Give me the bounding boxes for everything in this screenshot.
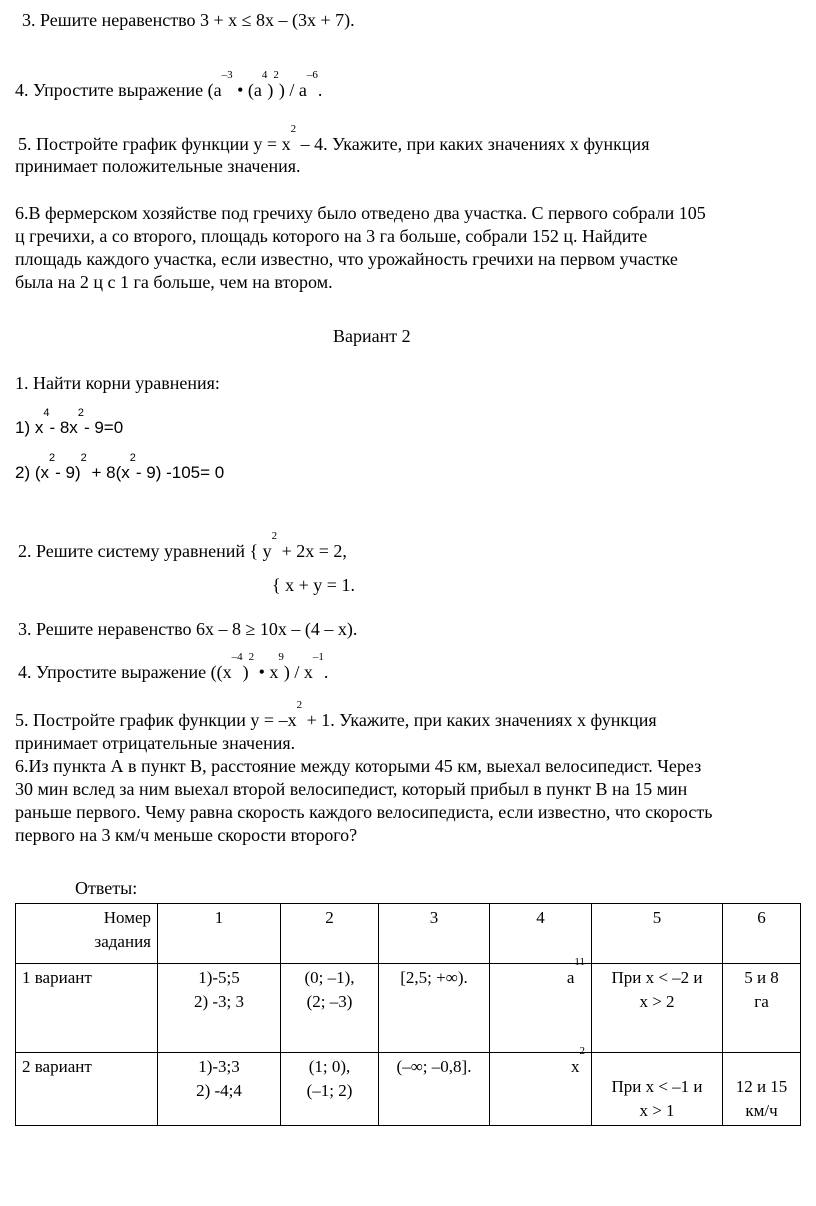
cell (592, 964, 723, 1053)
cell (490, 1045, 592, 1126)
text: ) / x (283, 662, 313, 682)
text: ) (242, 662, 249, 682)
text: При x < –2 и (611, 968, 703, 987)
answers-table (15, 903, 801, 1126)
text: 12 и 15 (735, 1077, 788, 1096)
text: ) / a (278, 80, 307, 100)
v2-task-1: 1. Найти корни уравнения: (15, 373, 220, 393)
table-header-row (16, 904, 801, 964)
v2-task-6-line3: раньше первого. Чему равна скорость каждого велосипедиста, если известно, что скорость (15, 802, 713, 822)
text: 5. Постройте график функции y = –x (15, 710, 297, 730)
text: 1) x (15, 418, 44, 437)
v2-task-6-line1: 6.Из пункта А в пункт В, расстояние между которыми 45 км, выехал велосипедист. Через (15, 756, 702, 776)
cell (281, 1053, 379, 1126)
v2-task-2-line2: { x + y = 1. (272, 575, 355, 595)
exponent: –3 (221, 69, 233, 81)
v2-task-1-eq1 (15, 407, 124, 439)
text: 1)-3;3 (198, 1057, 240, 1076)
exponent: 2 (80, 452, 87, 464)
table-row (16, 1053, 801, 1126)
text: ) (267, 80, 274, 100)
text: . (317, 80, 323, 100)
text: + 1. Укажите, при каких значениях x функция (302, 710, 657, 730)
exponent: 2 (77, 407, 84, 419)
cell (592, 1053, 723, 1126)
v1-task-6-line1: 6.В фермерском хозяйстве под гречиху было отведено два участка. С первого собрали 105 (15, 203, 706, 223)
text: 5 и 8 (744, 968, 779, 987)
text: . (323, 662, 329, 682)
text: Номер (103, 908, 151, 927)
v1-task-5-line2: принимает положительные значения. (15, 156, 301, 176)
text: (0; –1), (304, 968, 355, 987)
text: • (a (232, 80, 262, 100)
v2-task-6-line4: первого на 3 км/ч меньше скорости второго? (15, 825, 358, 845)
exponent: 4 (261, 69, 268, 81)
text: 4. Упростите выражение ((x (18, 662, 232, 682)
row-label: 1 вариант (16, 964, 158, 1053)
header-cell: 5 (592, 904, 723, 964)
cell: [2,5; +∞). (379, 964, 490, 1053)
v2-task-2 (18, 530, 347, 562)
text: 1)-5;5 (198, 968, 240, 987)
variant-2-heading: Вариант 2 (333, 326, 411, 346)
text: задания (94, 932, 151, 951)
header-cell: 4 (490, 904, 592, 964)
text: + 2x = 2, (277, 541, 347, 561)
exponent: 11 (574, 956, 585, 968)
v1-task-5 (18, 123, 650, 155)
cell: (–∞; –0,8]. (379, 1053, 490, 1126)
text: x > 2 (639, 992, 675, 1011)
v1-task-6-line2: ц гречихи, а со второго, площадь которого на 3 га больше, собрали 152 ц. Найдите (15, 226, 648, 246)
text: га (754, 992, 769, 1011)
exponent: 9 (278, 651, 284, 663)
text: - 8x (49, 418, 78, 437)
text: - 9) (55, 463, 81, 482)
header-cell: 2 (281, 904, 379, 964)
v2-task-1-eq2 (15, 452, 225, 484)
v1-task-6-line3: площадь каждого участка, если известно, что урожайность гречихи на первом участке (15, 249, 678, 269)
row-label: 2 вариант (16, 1053, 158, 1126)
v2-task-3: 3. Решите неравенство 6x – 8 ≥ 10x – (4 – x). (18, 619, 358, 639)
v1-task-6-line4: была на 2 ц с 1 га больше, чем на втором. (15, 272, 333, 292)
cell (158, 1053, 281, 1126)
exponent: 2 (290, 123, 297, 135)
text: – 4. Укажите, при каких значениях x функция (296, 134, 650, 154)
exponent: 2 (271, 530, 278, 542)
cell (281, 964, 379, 1053)
text: км/ч (745, 1101, 778, 1120)
text: (1; 0), (308, 1057, 351, 1076)
exponent: 2 (273, 69, 279, 81)
exponent: –6 (306, 69, 318, 81)
text: 5. Постройте график функции y = x (18, 134, 291, 154)
text: (–1; 2) (306, 1081, 353, 1100)
exponent: 2 (248, 651, 255, 663)
v2-task-5 (15, 699, 657, 731)
text: 2) -4;4 (196, 1081, 242, 1100)
text: 4. Упростите выражение (a (15, 80, 222, 100)
text: x > 1 (639, 1101, 675, 1120)
text: При x < –1 и (611, 1077, 703, 1096)
text: 2. Решите систему уравнений { y (18, 541, 272, 561)
answers-title: Ответы: (75, 878, 138, 898)
text: (2; –3) (306, 992, 353, 1011)
text: 2) (x (15, 463, 49, 482)
v2-task-6-line2: 30 мин вслед за ним выехал второй велосипедист, который прибыл в пункт В на 15 мин (15, 779, 688, 799)
header-cell (16, 904, 158, 964)
v2-task-5-line2: принимает отрицательные значения. (15, 733, 296, 753)
table-row (16, 964, 801, 1053)
text: - 9=0 (83, 418, 124, 437)
v1-task-4 (15, 69, 323, 101)
exponent: 2 (579, 1045, 585, 1057)
exponent: –1 (312, 651, 324, 663)
text: x (571, 1057, 580, 1076)
text: a (566, 968, 575, 987)
text: + 8(x (86, 463, 130, 482)
exponent: 2 (296, 699, 303, 711)
text: 2) -3; 3 (193, 992, 245, 1011)
v1-task-3: 3. Решите неравенство 3 + x ≤ 8x – (3x + 7). (22, 10, 355, 30)
header-cell: 6 (723, 904, 801, 964)
cell (158, 964, 281, 1053)
exponent: –4 (231, 651, 243, 663)
cell (490, 956, 592, 1053)
exponent: 4 (43, 407, 50, 419)
v2-task-4 (18, 651, 329, 683)
cell (723, 1053, 801, 1126)
header-cell: 3 (379, 904, 490, 964)
exponent: 2 (49, 452, 56, 464)
exponent: 2 (129, 452, 136, 464)
text: - 9) -105= 0 (135, 463, 225, 482)
header-cell: 1 (158, 904, 281, 964)
cell (723, 964, 801, 1053)
text: • x (254, 662, 279, 682)
